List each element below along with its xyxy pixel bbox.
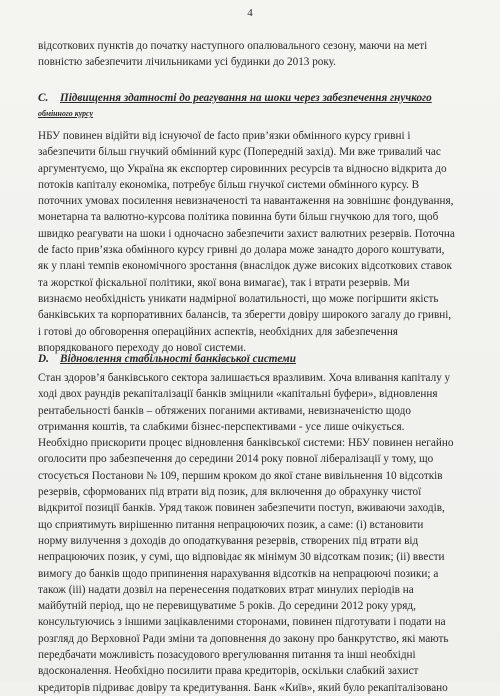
text-line: непрацюючих позик, у сумі, що відповідає як мінімум 30 відсоткам позик; (ii) ввести <box>38 551 445 564</box>
text-line: впорядкованого переходу до нової системи. <box>38 341 247 354</box>
text-line: і готові до обговорення операційних аспектів, необхідних для забезпечення <box>38 325 398 338</box>
section-letter: C. <box>38 92 49 104</box>
text-line: монетарна та валютно-курсова політика повинна бути більш гнучкою для того, щоб <box>38 211 439 224</box>
text-line: забезпечити більш гнучкий обмінний курс (Попередній захід). Ми вже тривалий час <box>38 146 441 159</box>
section-title-line: обмінного курсу <box>38 109 94 118</box>
text-line: оголосити про забезпечення до середини 2014 року повної лібералізації у тому, що <box>38 453 434 466</box>
text-line: як у плані темпів економічного зростання (внаслідок дуже високих відсоткових ставок <box>38 260 452 273</box>
text-line: аргументуємо, що Україна як експортер сировинних ресурсів та відносно відкрита до <box>38 162 447 175</box>
text-line: кредиторів підриває довіру та кредитування. Банк «Київ», який було рекапіталізовано <box>38 681 448 694</box>
text-line: Стан здоров’я банківського сектора залишається вразливим. Хоча вливання капіталу у <box>38 372 451 384</box>
text-line: що сприятимуть вирішенню питання непрацюючих позик, а саме: (i) встановити <box>38 518 424 531</box>
text-line: de facto прив’язка обмінного курсу гривні до долара може занадто дорого коштувати, <box>38 244 445 257</box>
text-line: потоків капіталу економіка, потребує більш гнучкої системи обмінного курсу. В <box>38 178 420 191</box>
text-line: повністю забезпечити лічильниками усі будинки до 2013 року. <box>38 56 336 69</box>
text-line: резервів, сформованих під втрати від позик, для включення до обрахунку чистої <box>38 486 422 499</box>
text-line: Необхідно прискорити процес відновлення банківської системи: НБУ повинен негайно <box>38 437 454 450</box>
text-line: стосується Постанови № 109, першим кроком до якої стане вивільнення 10 відсотків <box>38 469 443 482</box>
text-line: ході двох раундів рекапіталізації банків зміцнили «капітальні буфери», відновлення <box>38 388 438 401</box>
text-line: банківських та корпоративних балансів, та зберегти довіру широкого загалу до гривні, <box>38 309 452 322</box>
text-line: норму вилучення з доходів до оподаткування резервів, створених під втрати від <box>38 534 419 547</box>
text-line: також (iii) надати дозвіл на перенесення податкових втрат минулих періодів на <box>38 583 414 596</box>
page-number: 4 <box>247 7 253 19</box>
text-line: вимогу до банків щодо припинення нарахування відсотків на непрацюючі позики; а <box>38 567 439 580</box>
section-c-paragraph <box>38 128 472 356</box>
section-d-paragraph <box>38 370 472 696</box>
text-line: консультуючись з іншими зацікавленими сторонами, повинен підготувати і подати на <box>38 616 446 629</box>
text-line: передбачати можливість позасудового врегулювання питання та інші необхідні <box>38 649 416 662</box>
section-title-line: Підвищення здатності до реагування на шоки через забезпечення гнучкого <box>60 92 432 104</box>
intro-paragraph <box>38 38 472 71</box>
text-line: відсоткових пунктів до початку наступного опалювального сезону, маючи на меті <box>38 40 428 52</box>
text-line: та жорсткої фіскальної політики, якої вона вимагає), так і втрати резервів. Ми <box>38 276 410 289</box>
text-line: швидко реагувати на шоки і одночасно забезпечити захист валютних резервів. Поточна <box>38 227 455 240</box>
text-line: рентабельності банків – обтяжених поганими активами, невизначеністю щодо <box>38 404 411 417</box>
text-line: вдосконалення. Необхідно посилити права кредиторів, оскільки слабкий захист <box>38 665 419 678</box>
text-line: поточних умовах посилення невизначеності та навантаження на зовнішнє фондування, <box>38 195 454 208</box>
text-line: визнаємо необхідність уникати надмірної волатильності, що може погіршити якість <box>38 292 439 305</box>
section-letter: D. <box>38 353 49 365</box>
section-d-heading <box>38 351 472 367</box>
text-line: відкритої позиції банків. Уряд також повинен забезпечити поступ, вживаючи заходів, <box>38 502 445 515</box>
text-line: майбутній період, що не перевищуватиме 5 років. До середини 2012 року уряд, <box>38 600 416 613</box>
text-line: розгляд до Верховної Ради зміни та доповнення до закону про банкрутство, які мають <box>38 632 449 645</box>
text-line: отримання коштів, та слабкими бізнес-перспективами - усе лише очікується. <box>38 420 405 433</box>
text-line: НБУ повинен відійти від існуючої de facto прив’язки обмінного курсу гривні і <box>38 130 411 142</box>
section-c-heading <box>38 90 472 122</box>
section-title-line: Відновлення стабільності банківської системи <box>60 353 296 365</box>
